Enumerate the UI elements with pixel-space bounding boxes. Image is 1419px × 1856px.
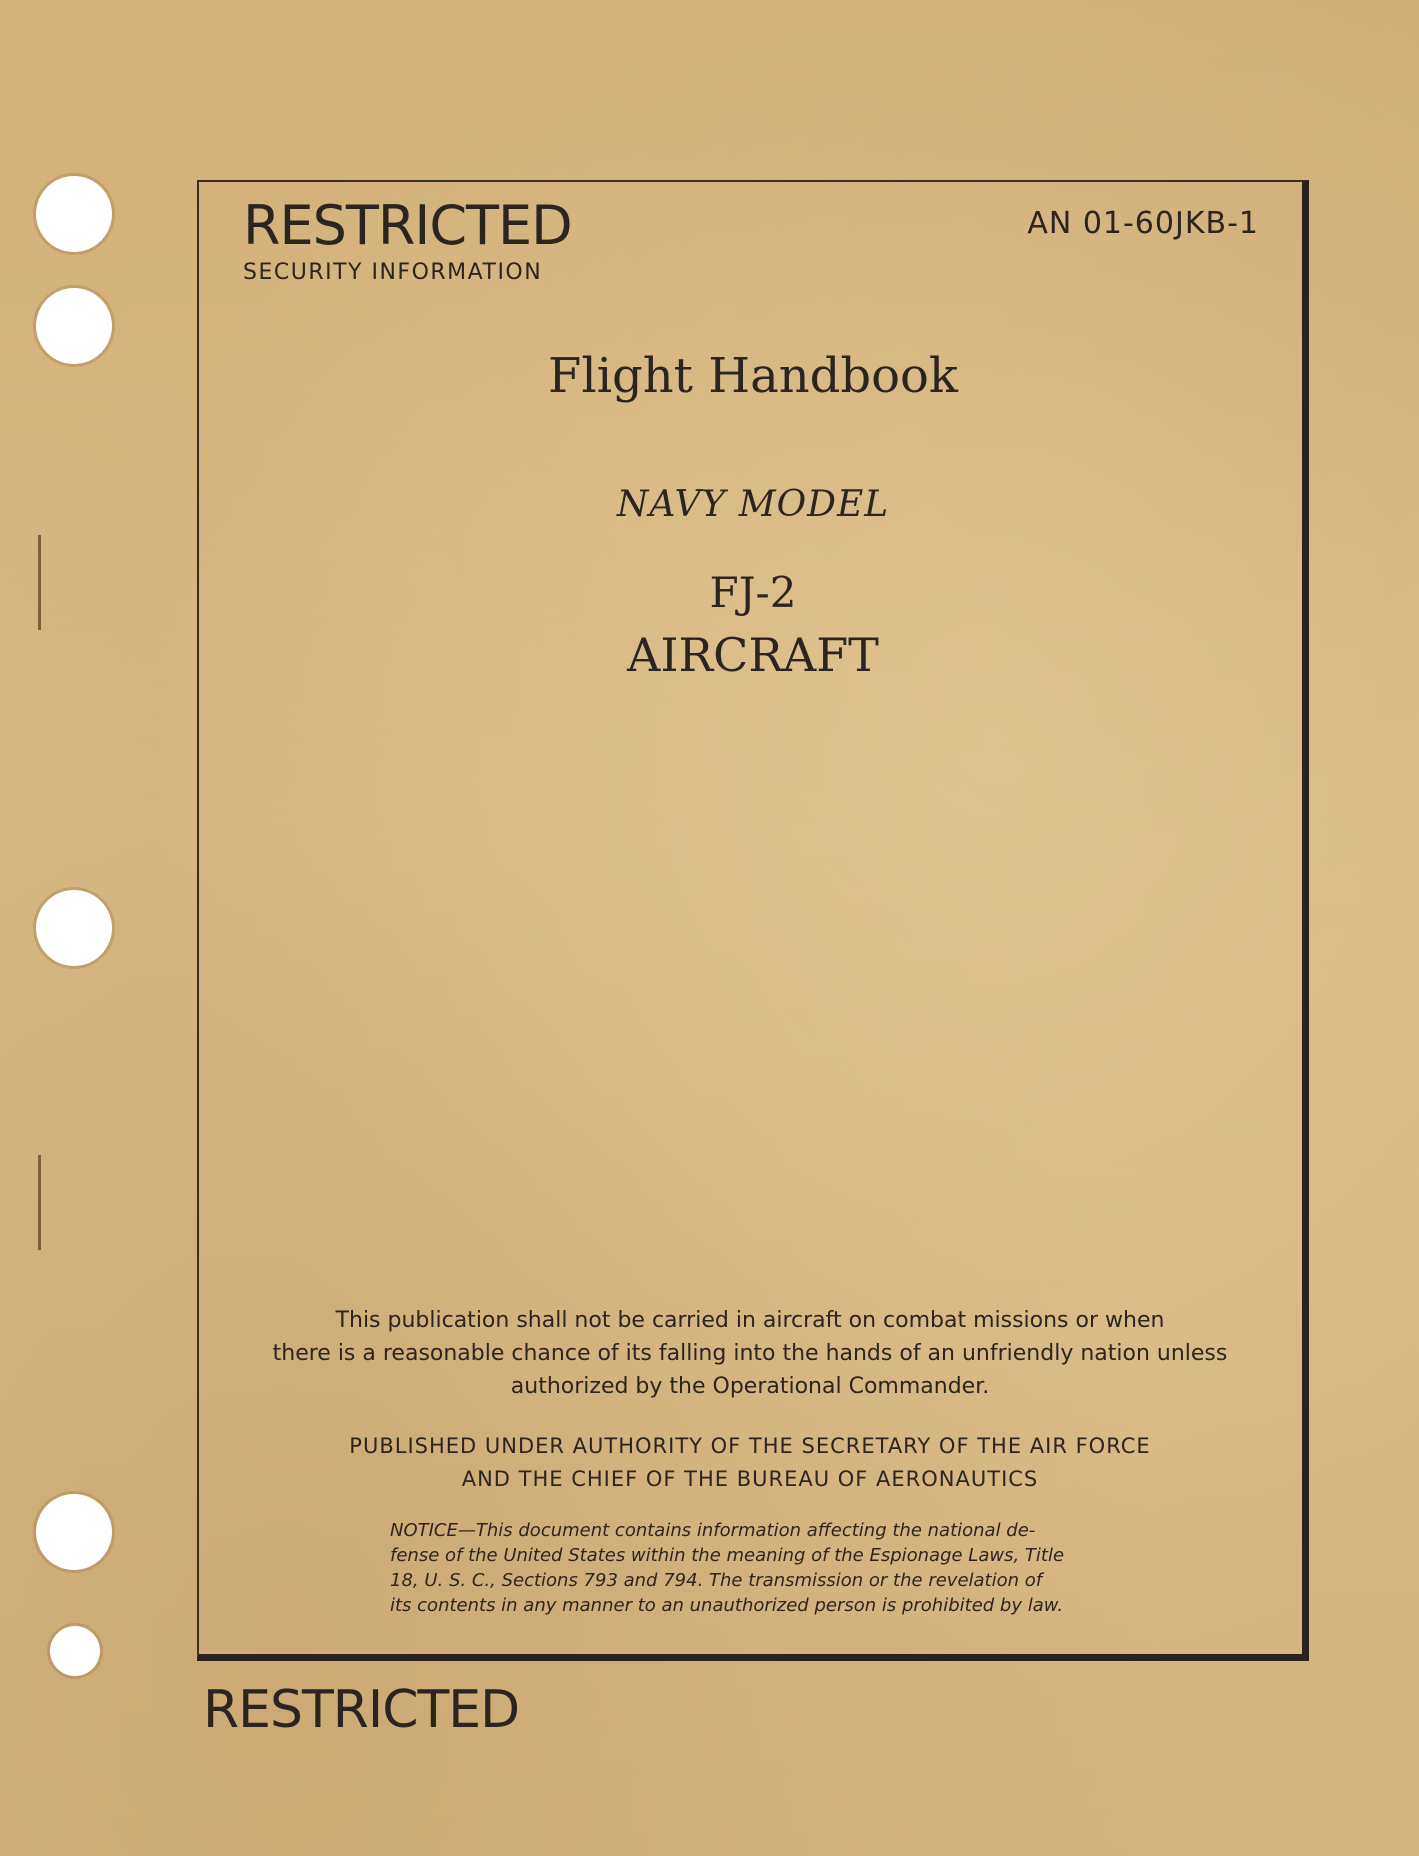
warning-line: authorized by the Operational Commander. (510, 1374, 990, 1399)
classification-footer: RESTRICTED (203, 1680, 520, 1740)
warning-line: This publication shall not be carried in aircraft on combat missions or when (335, 1308, 1165, 1333)
espionage-notice (390, 1518, 1120, 1618)
publishing-authority (250, 1430, 1250, 1496)
punch-hole (36, 890, 112, 966)
document-number: AN 01-60JKB-1 (1027, 206, 1259, 241)
notice-line: 18, U. S. C., Sections 793 and 794. The transmission or the revelation of (390, 1570, 1043, 1591)
notice-line: its contents in any manner to an unauthorized person is prohibited by law. (390, 1595, 1064, 1616)
navy-model-label: NAVY MODEL (616, 484, 890, 525)
notice-line: NOTICE—This document contains information affecting the national de- (390, 1520, 1036, 1541)
punch-hole (36, 176, 112, 252)
authority-line: AND THE CHIEF OF THE BUREAU OF AERONAUTICS (461, 1467, 1039, 1491)
classification-header: RESTRICTED (243, 194, 572, 257)
authority-line: PUBLISHED UNDER AUTHORITY OF THE SECRETARY OF THE AIR FORCE (349, 1434, 1151, 1458)
punch-hole (36, 1494, 112, 1570)
stain-mark (38, 535, 41, 630)
aircraft-model: FJ-2 (709, 568, 797, 617)
warning-line: there is a reasonable chance of its falling into the hands of an unfriendly nation unless (272, 1341, 1228, 1366)
aircraft-label: AIRCRAFT (627, 628, 879, 682)
security-information-label: SECURITY INFORMATION (243, 260, 543, 285)
notice-line: fense of the United States within the meaning of the Espionage Laws, Title (390, 1545, 1065, 1566)
punch-hole (36, 288, 112, 364)
combat-warning (250, 1304, 1250, 1403)
handbook-title: Flight Handbook (548, 348, 958, 404)
stain-mark (38, 1155, 41, 1250)
punch-hole (50, 1626, 100, 1676)
